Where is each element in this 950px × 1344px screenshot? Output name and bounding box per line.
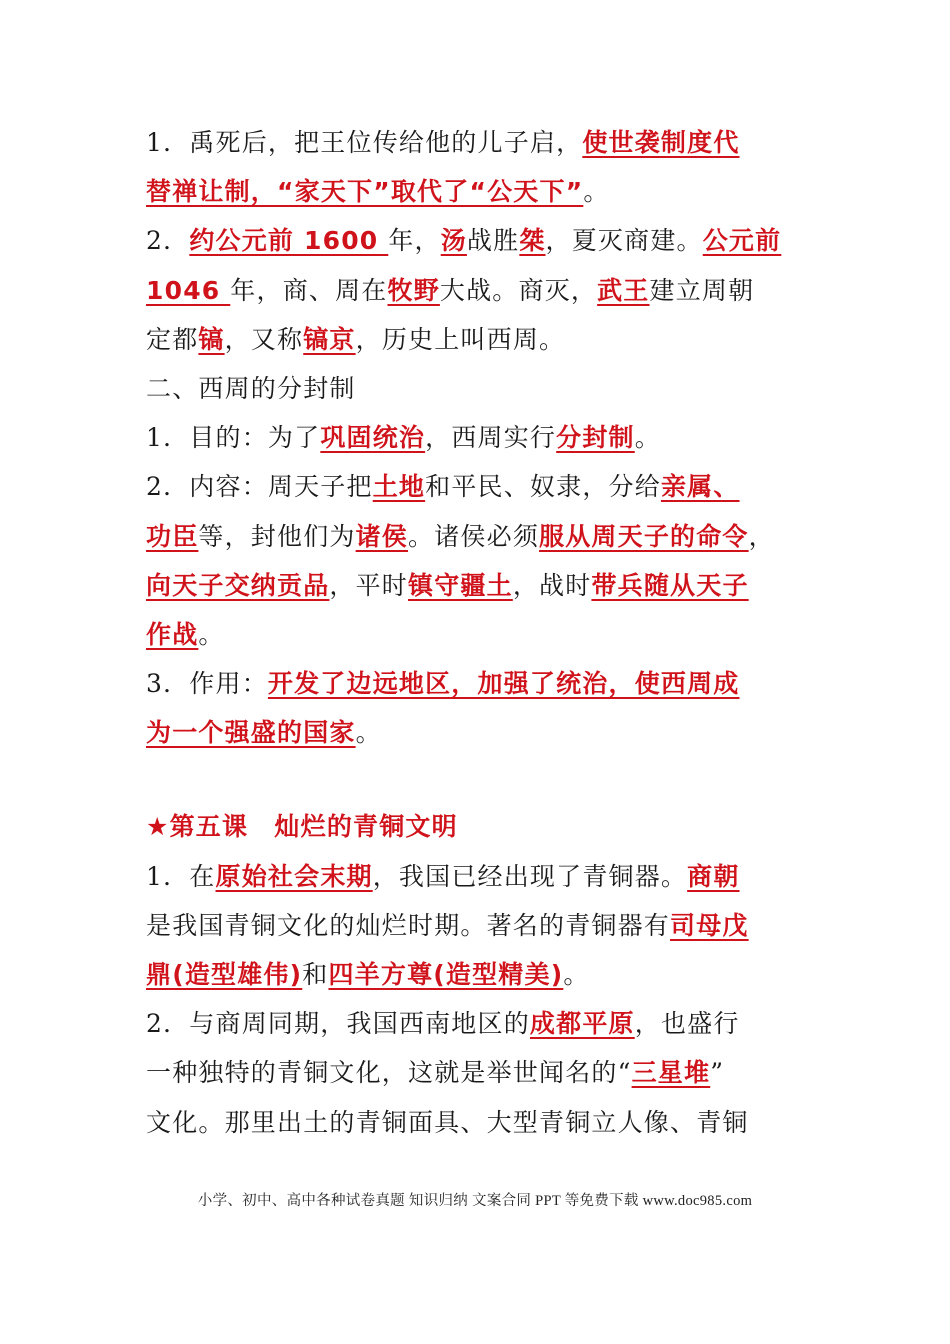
text-line <box>146 1098 816 1147</box>
key-term: 1046 <box>146 275 231 305</box>
page-footer: 小学、初中、高中各种试卷真题 知识归纳 文案合同 PPT 等免费下载 www.doc985.com <box>197 1193 753 1209</box>
text-line <box>146 901 816 950</box>
text-segment: 和 <box>302 960 329 989</box>
key-term: 向天子交纳贡品 <box>146 570 330 600</box>
key-term: 诸侯 <box>355 521 409 551</box>
text-segment: 。 <box>634 423 661 453</box>
text-segment: 等，封他们为 <box>198 521 356 551</box>
text-line <box>146 413 816 462</box>
key-term: 使世袭制度代 <box>582 128 740 157</box>
key-term: 公元前 <box>702 226 782 256</box>
key-term: 三星堆 <box>631 1058 711 1088</box>
text-segment: 二、西周的分封制 <box>146 373 356 403</box>
text-line <box>146 364 816 413</box>
text-segment: 年，商、周在 <box>230 275 388 305</box>
key-term: 约公元前 1600 <box>189 226 389 256</box>
key-term: 四羊方尊(造型精美) <box>328 960 564 989</box>
key-term: 服从周天子的命令 <box>539 521 749 551</box>
text-segment: 。诸侯必须 <box>408 521 540 551</box>
text-line <box>146 118 816 167</box>
key-term: 镐 <box>198 324 225 354</box>
key-term: 武王 <box>597 275 650 305</box>
key-term: 镇守疆土 <box>408 570 513 600</box>
key-term: 作战 <box>146 619 199 649</box>
key-term: 巩固统治 <box>320 423 426 453</box>
text-segment: 战胜 <box>466 226 520 256</box>
text-segment: 3．作用： <box>146 669 268 699</box>
key-term: 分封制 <box>556 423 635 453</box>
text-segment: ，夏灭商建。 <box>545 226 703 256</box>
key-term: 土地 <box>372 472 426 502</box>
key-term: 司母戊 <box>670 910 749 940</box>
text-segment: 1．禹死后，把王位传给他的儿子启， <box>146 128 583 157</box>
text-segment: ，战时 <box>512 570 592 600</box>
text-line <box>146 315 816 364</box>
key-term: 鼎(造型雄伟) <box>146 960 303 989</box>
text-line <box>146 216 816 265</box>
text-segment: 一种独特的青铜文化，这就是举世闻名的“ <box>146 1058 632 1088</box>
text-segment: 定都 <box>146 324 199 354</box>
text-segment: 1．在 <box>146 861 216 891</box>
text-segment: 建立周朝 <box>649 275 755 305</box>
key-term: 开发了边远地区，加强了统治，使西周成 <box>267 669 740 699</box>
text-segment: 。 <box>355 718 382 748</box>
text-segment: ，历史上叫西周。 <box>355 324 566 354</box>
lesson-heading <box>146 802 816 851</box>
key-term: 亲属、 <box>660 472 740 502</box>
text-segment: 2．与商周同期，我国西南地区的 <box>146 1009 530 1039</box>
text-line <box>146 659 816 708</box>
key-term: 原始社会末期 <box>215 861 373 891</box>
key-term: 功臣 <box>146 521 199 551</box>
text-line <box>146 462 816 511</box>
text-segment: ， <box>748 521 775 551</box>
key-term: 桀 <box>519 226 546 256</box>
text-segment: 2． <box>146 226 190 256</box>
text-segment: ，我国已经出现了青铜器。 <box>372 861 688 891</box>
key-term: 成都平原 <box>529 1009 635 1039</box>
key-term: 牧野 <box>387 275 440 305</box>
text-segment: ，西周实行 <box>425 423 557 453</box>
text-segment: 。 <box>583 177 610 207</box>
text-segment: ，平时 <box>329 570 409 600</box>
text-line <box>146 561 816 610</box>
text-segment: 。 <box>563 960 590 989</box>
text-segment: 和平民、奴隶，分给 <box>425 472 661 502</box>
text-segment: ★第五课 灿烂的青铜文明 <box>146 812 458 842</box>
text-line <box>146 999 816 1048</box>
text-line <box>146 266 816 315</box>
key-term: 带兵随从天子 <box>591 570 749 600</box>
page-content <box>146 118 816 1147</box>
text-line <box>146 610 816 659</box>
text-segment: ，也盛行 <box>634 1009 740 1039</box>
text-line <box>146 512 816 561</box>
text-segment: ，又称 <box>224 324 304 354</box>
text-line <box>146 708 816 757</box>
key-term: 商朝 <box>687 861 740 891</box>
text-segment: 文化。那里出土的青铜面具、大型青铜立人像、青铜 <box>146 1107 749 1137</box>
section-spacer <box>146 757 816 802</box>
text-line <box>146 1048 816 1097</box>
text-line <box>146 852 816 901</box>
key-term: 镐京 <box>303 324 356 354</box>
text-line <box>146 167 816 216</box>
text-segment: 年， <box>388 226 441 256</box>
key-term: 汤 <box>440 226 467 256</box>
text-segment: 。 <box>198 619 225 649</box>
text-segment: 2．内容：周天子把 <box>146 472 373 502</box>
key-term: 为一个强盛的国家 <box>146 718 356 748</box>
text-line <box>146 950 816 999</box>
text-segment: 是我国青铜文化的灿烂时期。著名的青铜器有 <box>146 910 671 940</box>
text-segment: 1．目的：为了 <box>146 423 321 453</box>
key-term: 替禅让制，“家天下”取代了“公天下” <box>146 177 584 207</box>
text-segment: 大战。商灭， <box>439 275 598 305</box>
text-segment: ” <box>710 1058 725 1088</box>
